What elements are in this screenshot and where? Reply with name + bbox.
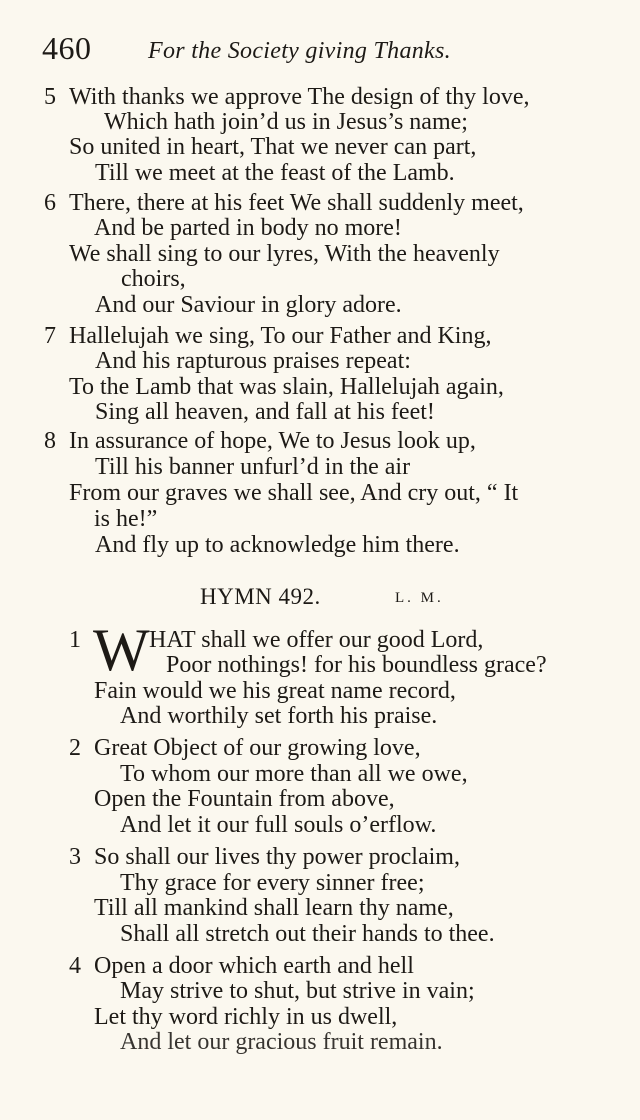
- verse-line: Poor nothings! for his boundless grace?: [166, 652, 547, 678]
- verse-line: We shall sing to our lyres, With the heavenly: [69, 241, 500, 267]
- verse-line: Till we meet at the feast of the Lamb.: [95, 160, 455, 186]
- verse-line: There, there at his feet We shall suddenly meet,: [69, 190, 524, 216]
- verse-line: And let it our full souls o’erflow.: [120, 812, 437, 838]
- drop-cap: W: [93, 617, 150, 683]
- verse-line: In assurance of hope, We to Jesus look up,: [69, 428, 476, 454]
- running-title: For the Society giving Thanks.: [148, 38, 451, 64]
- verse-line: HAT shall we offer our good Lord,: [149, 627, 484, 653]
- verse-line: Shall all stretch out their hands to thee.: [120, 921, 495, 947]
- verse-line: So shall our lives thy power proclaim,: [94, 844, 460, 870]
- verse-line: Till all mankind shall learn thy name,: [94, 895, 454, 921]
- verse-line: And our Saviour in glory adore.: [95, 292, 402, 318]
- verse-line: Hallelujah we sing, To our Father and King,: [69, 323, 492, 349]
- verse-line: And let our gracious fruit remain.: [120, 1029, 443, 1055]
- verse-line: choirs,: [121, 266, 186, 292]
- stanza-number: 6: [44, 190, 56, 216]
- verse-line: Which hath join’d us in Jesus’s name;: [104, 109, 468, 135]
- verse-line: is he!”: [94, 506, 158, 532]
- stanza-number: 1: [69, 627, 81, 653]
- verse-line: Fain would we his great name record,: [94, 678, 456, 704]
- hymn-meter: L. M.: [395, 590, 444, 606]
- verse-line: And his rapturous praises repeat:: [95, 348, 411, 374]
- verse-line: Open the Fountain from above,: [94, 786, 395, 812]
- verse-line: With thanks we approve The design of thy love,: [69, 84, 530, 110]
- page-number: 460: [42, 30, 92, 66]
- verse-line: Thy grace for every sinner free;: [120, 870, 425, 896]
- verse-line: From our graves we shall see, And cry out, “ It: [69, 480, 519, 506]
- verse-line: And worthily set forth his praise.: [120, 703, 438, 729]
- stanza-number: 7: [44, 323, 56, 349]
- page-header: [42, 30, 602, 70]
- verse-line: To the Lamb that was slain, Hallelujah again,: [69, 374, 504, 400]
- hymn-title: HYMN 492.: [200, 584, 321, 609]
- stanza-number: 8: [44, 428, 56, 454]
- verse-line: To whom our more than all we owe,: [120, 761, 468, 787]
- verse-line: Let thy word richly in us dwell,: [94, 1004, 398, 1030]
- verse-line: And fly up to acknowledge him there.: [95, 532, 460, 558]
- verse-line: Sing all heaven, and fall at his feet!: [95, 399, 435, 425]
- verse-line: Till his banner unfurl’d in the air: [95, 454, 411, 480]
- stanza-number: 4: [69, 953, 81, 979]
- verse-line: Great Object of our growing love,: [94, 735, 421, 761]
- stanza-number: 5: [44, 84, 56, 110]
- verse-line: May strive to shut, but strive in vain;: [120, 978, 475, 1004]
- verse-line: Open a door which earth and hell: [94, 953, 414, 979]
- stanza-number: 3: [69, 844, 81, 870]
- stanza-number: 2: [69, 735, 81, 761]
- verse-line: So united in heart, That we never can part,: [69, 134, 477, 160]
- verse-line: And be parted in body no more!: [94, 215, 402, 241]
